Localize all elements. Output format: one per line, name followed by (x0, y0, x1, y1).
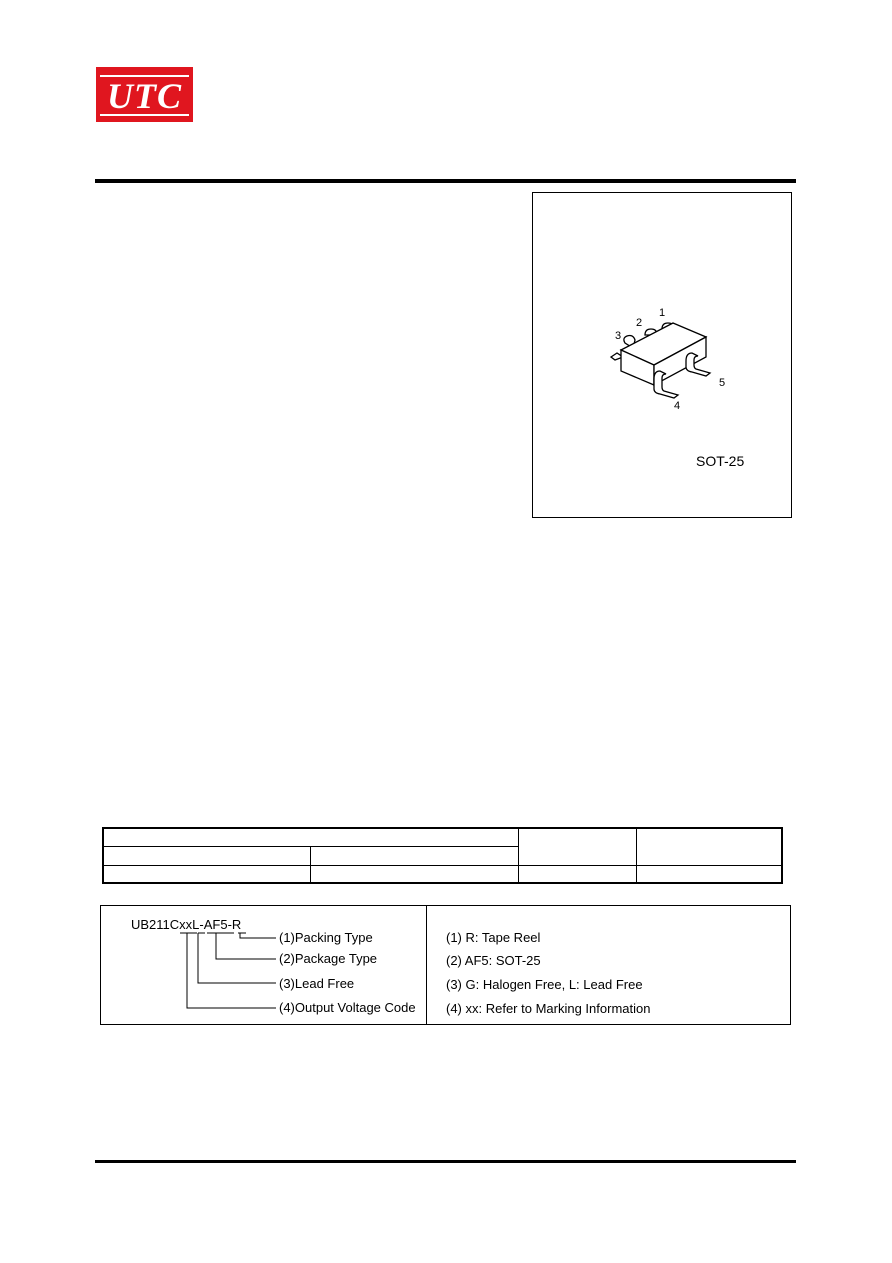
desc-package: (2) AF5: SOT-25 (446, 953, 541, 968)
desc-voltage-code: (4) xx: Refer to Marking Information (446, 1001, 651, 1016)
desc-packing: (1) R: Tape Reel (446, 930, 541, 945)
lead-package-type: (2)Package Type (279, 951, 378, 966)
table-col-divider (518, 829, 519, 884)
pin-label-4: 4 (674, 400, 681, 412)
table-row-divider (104, 846, 518, 847)
pin-label-3: 3 (615, 330, 622, 342)
package-figure (532, 192, 792, 518)
logo-text: UTC (107, 75, 182, 116)
utc-logo (96, 67, 193, 122)
lead-packing-type: (1)Packing Type (279, 930, 373, 945)
ordering-table (102, 827, 783, 884)
pin-label-5: 5 (719, 377, 726, 389)
desc-lead-free: (3) G: Halogen Free, L: Lead Free (446, 977, 643, 992)
table-col-divider (636, 829, 637, 884)
package-name: SOT-25 (696, 453, 745, 469)
table-row-divider (104, 865, 781, 866)
header-rule (95, 179, 796, 183)
sot25-package-drawing (533, 193, 791, 517)
part-number-code: UB211CxxL-AF5-R (131, 917, 242, 932)
pin-label-2: 2 (636, 317, 643, 329)
footer-rule (95, 1160, 796, 1163)
lead-output-voltage: (4)Output Voltage Code (279, 1000, 416, 1015)
pin-label-1: 1 (659, 307, 666, 319)
part-number-box (100, 905, 791, 1025)
lead-lead-free: (3)Lead Free (279, 976, 355, 991)
part-number-divider (426, 906, 427, 1024)
